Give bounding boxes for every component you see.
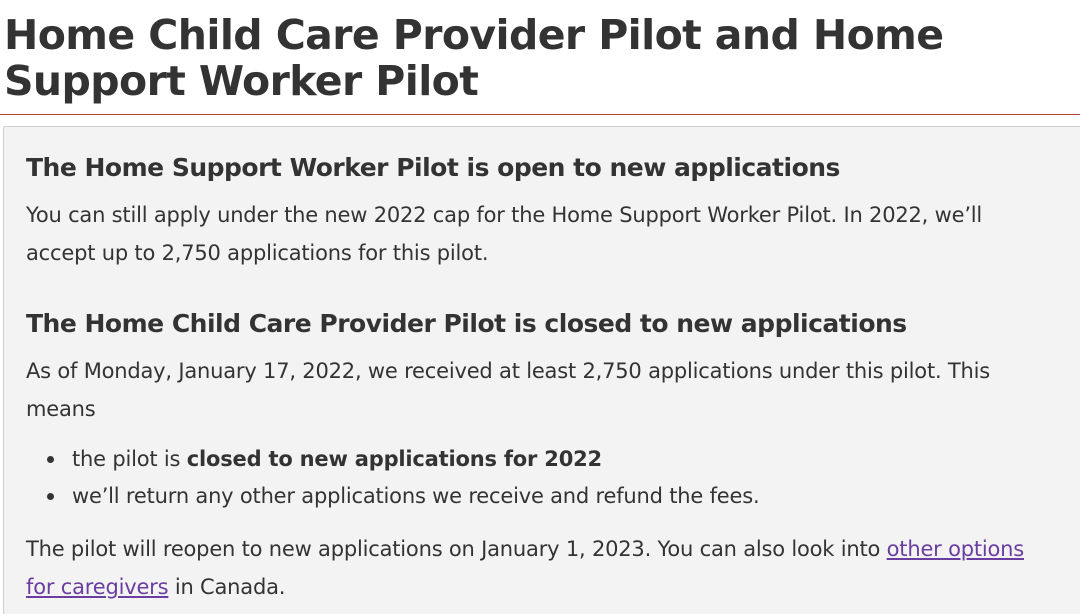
list-item (26, 478, 759, 515)
list-item-text: the pilot is (72, 447, 187, 471)
reopen-note-text: The pilot will reopen to new applications on January 1, 2023. You can also look into (26, 537, 887, 561)
list-item (26, 441, 759, 478)
alert-box (3, 126, 1080, 614)
open-pilot-heading: The Home Support Worker Pilot is open to new applications (26, 153, 840, 182)
caregiver-options-link[interactable]: other options for caregivers (26, 537, 1025, 599)
closed-pilot-heading: The Home Child Care Provider Pilot is closed to new applications (26, 309, 907, 338)
open-pilot-body: You can still apply under the new 2022 cap for the Home Support Worker Pilot. In 2022, we’ll accept up to 2,750 applications for this pilot. (26, 203, 983, 265)
reopen-note-suffix: in Canada. (168, 575, 286, 599)
list-item-text: we’ll return any other applications we receive and refund the fees. (72, 484, 760, 508)
bullet-icon (47, 456, 54, 463)
reopen-note (26, 530, 1036, 606)
title-divider (0, 114, 1080, 115)
closed-pilot-list (26, 441, 759, 515)
closed-pilot-body: As of Monday, January 17, 2022, we received at least 2,750 applications under this pilot. This means (26, 359, 991, 421)
page-title: Home Child Care Provider Pilot and Home Support Worker Pilot (4, 11, 944, 105)
bullet-icon (47, 493, 54, 500)
list-item-bold-text: closed to new applications for 2022 (186, 447, 602, 471)
